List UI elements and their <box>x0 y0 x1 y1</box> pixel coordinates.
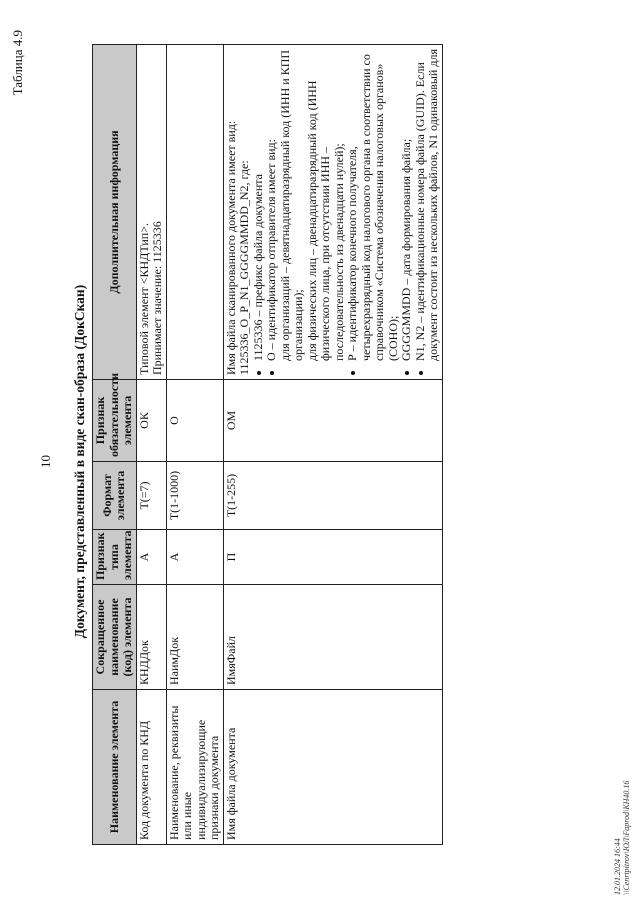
cell-type: А <box>136 530 166 585</box>
info-pattern: 1125336_О_Р_N1_GGGGMMDD_N2, где: <box>237 160 251 375</box>
col-header-name: Наименование элемента <box>93 690 137 845</box>
cell-name: Код документа по КНД <box>136 690 166 845</box>
table-header-row <box>93 45 137 845</box>
sub-line: для организаций – девятнадцатиразрядный код (ИНН и КПП организации); <box>277 49 305 361</box>
cell-type: А <box>166 530 223 585</box>
info-line: Принимает значение: 1125336 <box>150 221 164 375</box>
table-row <box>166 45 223 845</box>
info-line: Типовой элемент <КНДТип>. <box>136 223 151 375</box>
cell-required: ОК <box>136 380 166 462</box>
document-table <box>92 44 443 845</box>
cell-name: Наименование, реквизиты или иные индивидуализирующие признаки документа <box>166 690 223 845</box>
table-number: Таблица 4.9 <box>10 30 25 96</box>
info-bullet-list <box>252 49 441 375</box>
cell-code: НаимДок <box>166 585 223 690</box>
col-header-info: Дополнительная информация <box>93 45 137 380</box>
list-item <box>265 49 346 361</box>
table-row <box>136 45 166 845</box>
col-header-required: Признак обязательности элемента <box>93 380 137 462</box>
table-caption: Документ, представленный в виде скан-образа (ДокСкан) <box>72 284 87 639</box>
col-header-code: Сокращенное наименование (код) элемента <box>93 585 137 690</box>
footer-path: \\Cenrtpitrov\ЮЛ\Faprod\КН40.16 <box>622 780 631 895</box>
footer-stamp <box>613 781 631 895</box>
list-item: • N1, N2 – идентификационные номера файла (GUID). Если документ состоит из нескольких файлов, N1 одинаковый для <box>414 49 441 361</box>
cell-code: КНДДок <box>136 585 166 690</box>
cell-code: ИмяФайл <box>223 585 442 690</box>
cell-format: T(=7) <box>136 462 166 530</box>
sub-line: для физических лиц – двенадцатиразрядный код (ИНН физического лица, при отсутствии ИНН – последовательность из двенадцати нулей); <box>304 80 346 361</box>
info-intro: Имя файла сканированного документа имеет вид: <box>223 120 238 375</box>
list-item-text: О – идентификатор отправителя имеет вид: <box>264 139 278 361</box>
page-number: 10 <box>38 455 53 468</box>
cell-required: О <box>166 380 223 462</box>
cell-info <box>223 45 442 380</box>
cell-format: T(1-255) <box>223 462 442 530</box>
footer-date: 12.01.2024 16:44 <box>613 838 622 895</box>
col-header-type: Признак типа элемента <box>93 530 137 585</box>
cell-required: ОМ <box>223 380 442 462</box>
cell-info <box>136 45 166 380</box>
table-row <box>223 45 442 845</box>
list-item: • Р – идентификатор конечного получателя, четырехразрядный код налогового органа в соответствии со справочником «Система обозначения налоговых органов» (СОНО); <box>346 49 400 361</box>
cell-info <box>166 45 223 380</box>
cell-type: П <box>223 530 442 585</box>
cell-format: T(1-1000) <box>166 462 223 530</box>
cell-name: Имя файла документа <box>223 690 442 845</box>
list-item: • 1125336 – префикс файла документа <box>252 49 266 361</box>
list-item: • GGGGMMDD – дата формирования файла; <box>400 49 414 361</box>
col-header-format: Формат элемента <box>93 462 137 530</box>
